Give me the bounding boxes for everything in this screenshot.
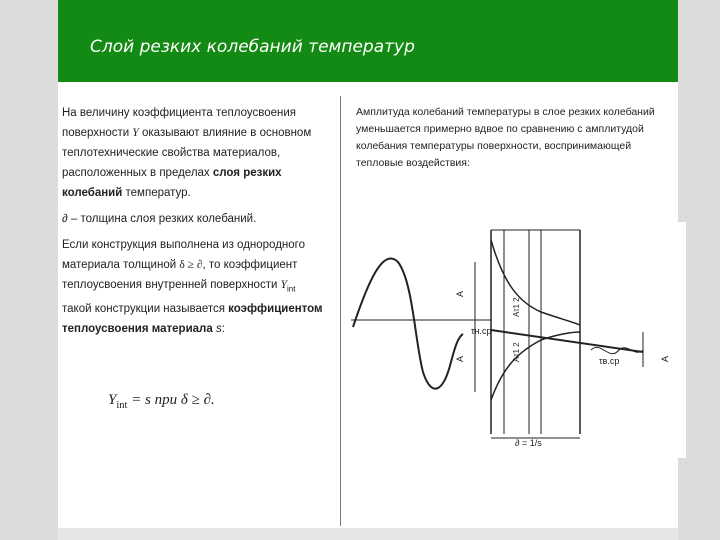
left-margin-band bbox=[0, 0, 58, 540]
column-divider bbox=[340, 96, 341, 526]
label-tau-vsr: τв.ср bbox=[599, 356, 620, 366]
p3-y-symbol: Y bbox=[280, 279, 287, 291]
p3-bold-term: коэффициентом теплоусвоения материала bbox=[62, 303, 323, 336]
p3-text-c: такой конструкции называется bbox=[62, 303, 229, 316]
label-a-tv: A bbox=[660, 355, 670, 362]
p1-text-c: температур. bbox=[122, 187, 191, 199]
p3-s-symbol: s bbox=[212, 323, 222, 336]
paragraph-2 bbox=[62, 209, 327, 229]
label-depth: ∂ = 1/s bbox=[515, 438, 542, 448]
label-a-tn-bottom: A bbox=[455, 355, 465, 362]
temperature-oscillation-diagram bbox=[343, 222, 686, 458]
p1-text-a: На величину коэффициента теплоусвоения поверхности bbox=[62, 107, 297, 139]
paragraph-1 bbox=[62, 103, 327, 203]
formula bbox=[108, 392, 215, 411]
right-column-text: Амплитуда колебаний температуры в слое резких колебаний уменьшается примерно вдвое по сравнению с амплитудой колебания температуры поверхности, воспринимающей тепловые воздействия: bbox=[356, 106, 655, 169]
p3-text-b: , то коэффициент теплоусвоения внутренней поверхности bbox=[62, 259, 298, 291]
p3-condition: δ ≥ ∂ bbox=[179, 259, 203, 271]
label-tau-nsr: τн.ср bbox=[471, 326, 492, 336]
paragraph-3 bbox=[62, 235, 327, 339]
label-a-tau2-half: Aτ1 2 bbox=[512, 342, 521, 362]
formula-y: Y bbox=[108, 392, 117, 408]
p1-y-symbol: Y bbox=[132, 127, 139, 139]
slide-title: Слой резких колебаний температур bbox=[90, 37, 415, 57]
p1-bold-term: слоя резких колебаний bbox=[62, 167, 282, 199]
left-column-text bbox=[62, 103, 327, 345]
bottom-strip bbox=[58, 528, 678, 540]
p2-text: – толщина слоя резких колебаний. bbox=[67, 213, 257, 225]
p3-y-subscript: int bbox=[287, 284, 296, 294]
p2-delta-symbol: ∂ bbox=[62, 213, 68, 225]
label-a-tau1-half: Aτ1 2 bbox=[512, 297, 521, 317]
p1-text-b: оказывают влияние в основном теплотехнические свойства материалов, расположенных в пределах bbox=[62, 127, 312, 179]
formula-rest: = s при δ ≥ ∂. bbox=[127, 392, 215, 408]
figure-background bbox=[343, 222, 686, 458]
p3-text-a: Если конструкция выполнена из однородного материала толщиной bbox=[62, 239, 305, 271]
formula-subscript: int bbox=[116, 400, 128, 411]
label-a-tn-top: A bbox=[455, 290, 465, 297]
p3-text-d: : bbox=[221, 323, 225, 336]
